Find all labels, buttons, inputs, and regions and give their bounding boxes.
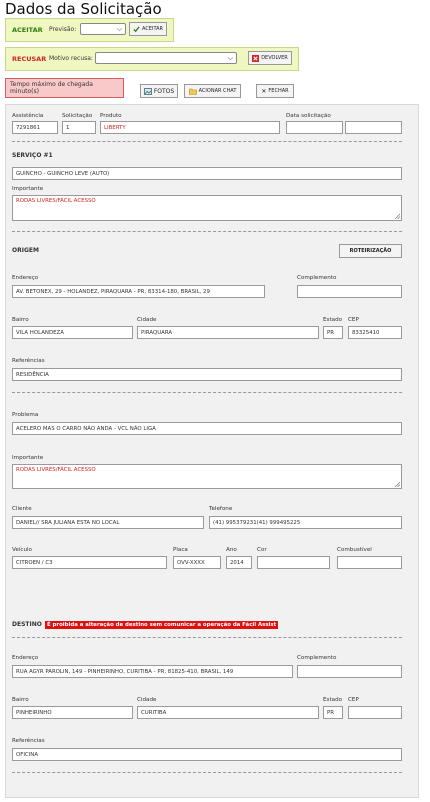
- destination-complement-label: Complemento: [297, 655, 337, 661]
- origin-complement-field[interactable]: [297, 285, 402, 298]
- destination-address-field[interactable]: RUA AGYR PAROLIN, 149 - PINHEIRINHO, CURITIBA - PR, 81825-410, BRASIL, 149: [12, 665, 293, 678]
- destination-zip-field[interactable]: [348, 706, 402, 719]
- request-field[interactable]: 1: [62, 121, 96, 134]
- check-icon: [133, 26, 140, 33]
- reason-select[interactable]: [95, 52, 237, 64]
- origin-zip-field[interactable]: 83325410: [348, 326, 402, 339]
- destination-ref-field[interactable]: OFICINA: [12, 748, 402, 761]
- product-label: Produto: [100, 113, 122, 119]
- divider: [12, 141, 402, 142]
- service-important-text: RODAS LIVRES/FÁCIL ACESSO: [16, 198, 96, 204]
- plate-label: Placa: [173, 547, 188, 553]
- folder-icon: [189, 88, 197, 95]
- date-field[interactable]: [286, 121, 343, 134]
- divider: [12, 637, 402, 638]
- return-button-label: DEVOLVER: [261, 55, 288, 61]
- origin-city-label: Cidade: [137, 317, 157, 323]
- origin-title: ORIGEM: [12, 247, 39, 254]
- destination-district-field[interactable]: PINHEIRINHO: [12, 706, 133, 719]
- accept-button-label: ACEITAR: [141, 26, 164, 32]
- time-field[interactable]: [345, 121, 402, 134]
- resize-grip-icon[interactable]: [394, 213, 400, 219]
- problem-important-label: Importante: [12, 455, 44, 461]
- chat-button-label: ACIONAR CHAT: [198, 88, 237, 94]
- close-button[interactable]: [256, 84, 294, 98]
- destination-city-label: Cidade: [137, 697, 157, 703]
- service-field[interactable]: GUINCHO - GUINCHO LEVE (AUTO): [12, 167, 402, 180]
- destination-district-label: Bairro: [12, 697, 29, 703]
- assistance-label: Assistência: [12, 113, 44, 119]
- phone-field[interactable]: (41) 995379231(41) 999495225: [209, 516, 402, 529]
- origin-zip-label: CEP: [348, 317, 359, 323]
- resize-grip-icon[interactable]: [394, 481, 400, 487]
- plate-field[interactable]: OVV-XXXX: [173, 556, 221, 569]
- destination-complement-field[interactable]: [297, 665, 402, 678]
- destination-zip-label: CEP: [348, 697, 359, 703]
- route-button[interactable]: ROTEIRIZAÇÃO: [339, 244, 402, 258]
- refuse-label: RECUSAR: [12, 55, 47, 63]
- color-field[interactable]: [257, 556, 330, 569]
- destination-address-label: Endereço: [12, 655, 39, 661]
- chat-button[interactable]: [184, 84, 241, 98]
- problem-field[interactable]: ACELERO MAS O CARRO NÃO ANDA - VCL NÃO LIGA: [12, 422, 402, 435]
- photos-button-label: FOTOS: [153, 87, 175, 95]
- origin-district-field[interactable]: VILA HOLANDEZA: [12, 326, 133, 339]
- vehicle-field[interactable]: CITROEN / C3: [12, 556, 167, 569]
- destination-state-label: Estado: [323, 697, 343, 703]
- origin-address-label: Endereço: [12, 275, 39, 281]
- forecast-select[interactable]: [80, 23, 126, 35]
- problem-label: Problema: [12, 412, 39, 418]
- divider: [12, 772, 402, 773]
- destination-city-field[interactable]: CURITIBA: [137, 706, 319, 719]
- destination-state-field[interactable]: PR: [323, 706, 343, 719]
- client-label: Cliente: [12, 506, 32, 512]
- return-button[interactable]: [248, 51, 292, 65]
- problem-important-textarea[interactable]: [12, 464, 402, 489]
- phone-label: Telefone: [209, 506, 233, 512]
- chevron-down-icon: ⌵: [116, 25, 122, 33]
- close-icon: ✕: [261, 87, 267, 95]
- accept-button[interactable]: [129, 22, 167, 36]
- close-button-label: FECHAR: [268, 88, 289, 94]
- problem-important-text: RODAS LIVRES/FÁCIL ACESSO: [16, 467, 96, 473]
- request-label: Solicitação: [62, 113, 93, 119]
- year-label: Ano: [226, 547, 237, 553]
- photos-button[interactable]: [140, 84, 178, 98]
- divider: [12, 231, 402, 232]
- vehicle-label: Veículo: [12, 547, 32, 553]
- reason-label: Motivo recusa:: [49, 55, 93, 62]
- date-label: Data solicitação: [286, 113, 331, 119]
- origin-ref-label: Referências: [12, 358, 45, 364]
- forecast-label: Previsão:: [49, 26, 77, 33]
- divider: [12, 392, 402, 393]
- origin-state-label: Estado: [323, 317, 343, 323]
- origin-address-field[interactable]: AV. BETONEX, 29 - HOLANDEZ, PIRAQUARA - PR, 83314-180, BRASIL, 29: [12, 285, 265, 298]
- assistance-field[interactable]: 7291861: [12, 121, 58, 134]
- chevron-down-icon: ⌵: [227, 54, 233, 62]
- service-important-textarea[interactable]: [12, 195, 402, 221]
- destination-ref-label: Referências: [12, 738, 45, 744]
- fuel-label: Combustível: [337, 547, 372, 553]
- client-field[interactable]: DANIEL// SRA JULIANA ESTA NO LOCAL: [12, 516, 204, 529]
- fuel-field[interactable]: [337, 556, 402, 569]
- origin-ref-field[interactable]: RESIDÊNCIA: [12, 368, 402, 381]
- service-title: SERVIÇO #1: [12, 152, 53, 159]
- destination-warning: É proibida a alteração de destino sem comunicar a operação da Fácil Assist: [47, 622, 277, 628]
- year-field[interactable]: 2014: [226, 556, 252, 569]
- color-label: Cor: [257, 547, 267, 553]
- page-title: Dados da Solicitação: [5, 0, 162, 18]
- origin-complement-label: Complemento: [297, 275, 337, 281]
- photo-icon: [144, 88, 152, 95]
- origin-district-label: Bairro: [12, 317, 29, 323]
- origin-state-field[interactable]: PR: [323, 326, 343, 339]
- accept-label: ACEITAR: [12, 26, 43, 34]
- product-field[interactable]: LIBERTY: [100, 121, 280, 134]
- arrival-time-alert: Tempo máximo de chegada minuto(s): [5, 78, 124, 98]
- service-important-label: Importante: [12, 186, 44, 192]
- origin-city-field[interactable]: PIRAQUARA: [137, 326, 319, 339]
- close-icon: [252, 55, 259, 62]
- destination-title: DESTINO: [12, 621, 42, 628]
